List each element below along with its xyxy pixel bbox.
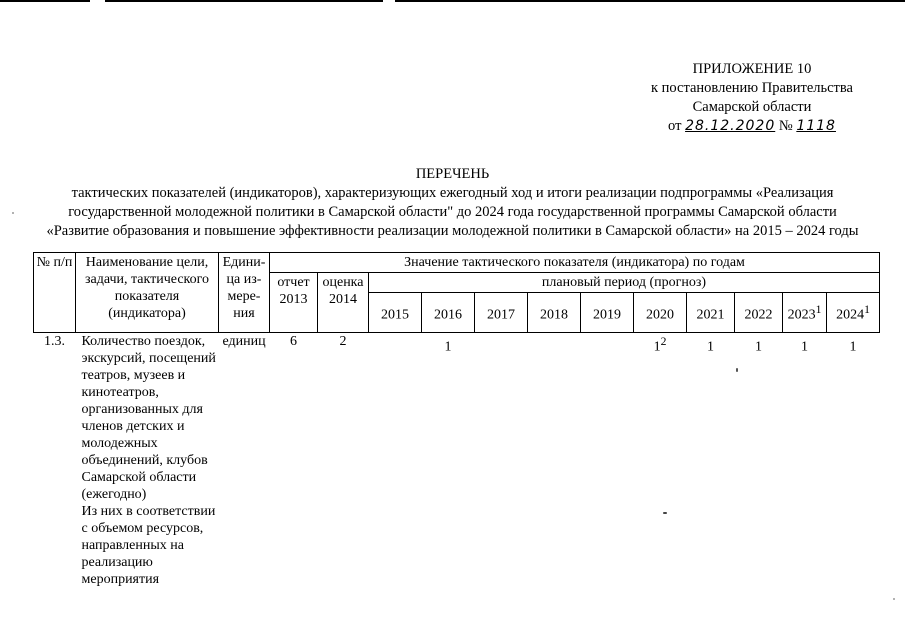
row-year-value: 1 [801,339,808,355]
row-year-value [369,333,422,504]
header-report-2013: отчет 2013 [270,273,318,333]
header-year: 2022 [735,293,783,333]
row-year-value [528,333,581,504]
indicators-table [33,252,880,588]
document-subtitle-3: «Развитие образования и повышение эффективности реализации молодежной политики в Самарской области» на 2015 – 2024 годы [46,223,859,239]
approval-line-1: ПРИЛОЖЕНИЕ 10 [692,61,812,77]
handwritten-number: 1118 [796,118,836,134]
approval-date-line [651,117,853,136]
row-estimate-2014: 2 [339,334,347,349]
row-year-value [581,333,634,504]
header-year: 2017 [475,293,528,333]
header-year: 2016 [422,293,475,333]
table-row [34,503,880,588]
header-year: 2019 [581,293,634,333]
header-year: 2023$^1$ [783,293,827,333]
from-label: от [668,118,682,134]
document-heading [0,165,905,241]
document-subtitle-2: государственной молодежной политики в Самарской области" до 2024 года государственной программы Самарской области [68,204,837,220]
number-label: № [778,118,793,134]
top-edge-line [105,0,383,2]
header-year: 2015 [369,293,422,333]
subrow-indicator-name: Из них в соответствии с объемом ресурсов, направленных на реализацию мероприятия [81,504,216,587]
table-row [34,333,880,504]
empty-cell [219,503,880,588]
row-year-value: 1 [707,339,714,355]
scan-speck [893,598,895,600]
header-estimate-2014: оценка 2014 [318,273,369,333]
approval-line-2: к постановлению Правительства [651,80,853,96]
row-number: 1.3. [44,334,65,349]
handwritten-date: 28.12.2020 [685,118,776,134]
scan-speck [663,512,667,514]
top-edge-line [395,0,905,2]
header-year: 2018 [528,293,581,333]
header-indicator-name: Наименование цели, задачи, тактического показателя (индикатора) [76,253,219,333]
scan-speck [12,212,14,214]
row-indicator-name: Количество поездок, экскурсий, посещений театров, музеев и кинотеатров, организованных для членов детских и молодежных объединений, клубов Самарской области (ежегодно) [81,334,216,502]
header-year: 2021 [687,293,735,333]
document-subtitle-1: тактических показателей (индикаторов), характеризующих ежегодный ход и итоги реализации подпрограммы «Реализация [71,185,834,201]
header-year: 2024$^1$ [827,293,880,333]
row-year-value: 1 [755,339,762,355]
row-year-value [475,333,528,504]
top-edge-line [0,0,90,2]
header-values-by-year: Значение тактического показателя (индикатора) по годам [270,253,880,273]
approval-block [651,60,853,136]
scan-speck [736,368,738,372]
document-title: ПЕРЕЧЕНЬ [415,166,490,182]
row-year-value: 1 [849,339,857,355]
row-unit: единиц [222,334,266,349]
row-report-2013: 6 [290,334,297,349]
empty-cell [34,503,76,588]
approval-line-3: Самарской области [692,99,812,115]
row-year-value: $1^2$ [653,335,667,355]
header-year: 2020 [634,293,687,333]
header-planned-period: плановый период (прогноз) [369,273,880,293]
header-unit: Едини-ца из-мере-ния [219,253,270,333]
header-number: № п/п [34,253,76,333]
row-year-value: 1 [444,339,452,355]
